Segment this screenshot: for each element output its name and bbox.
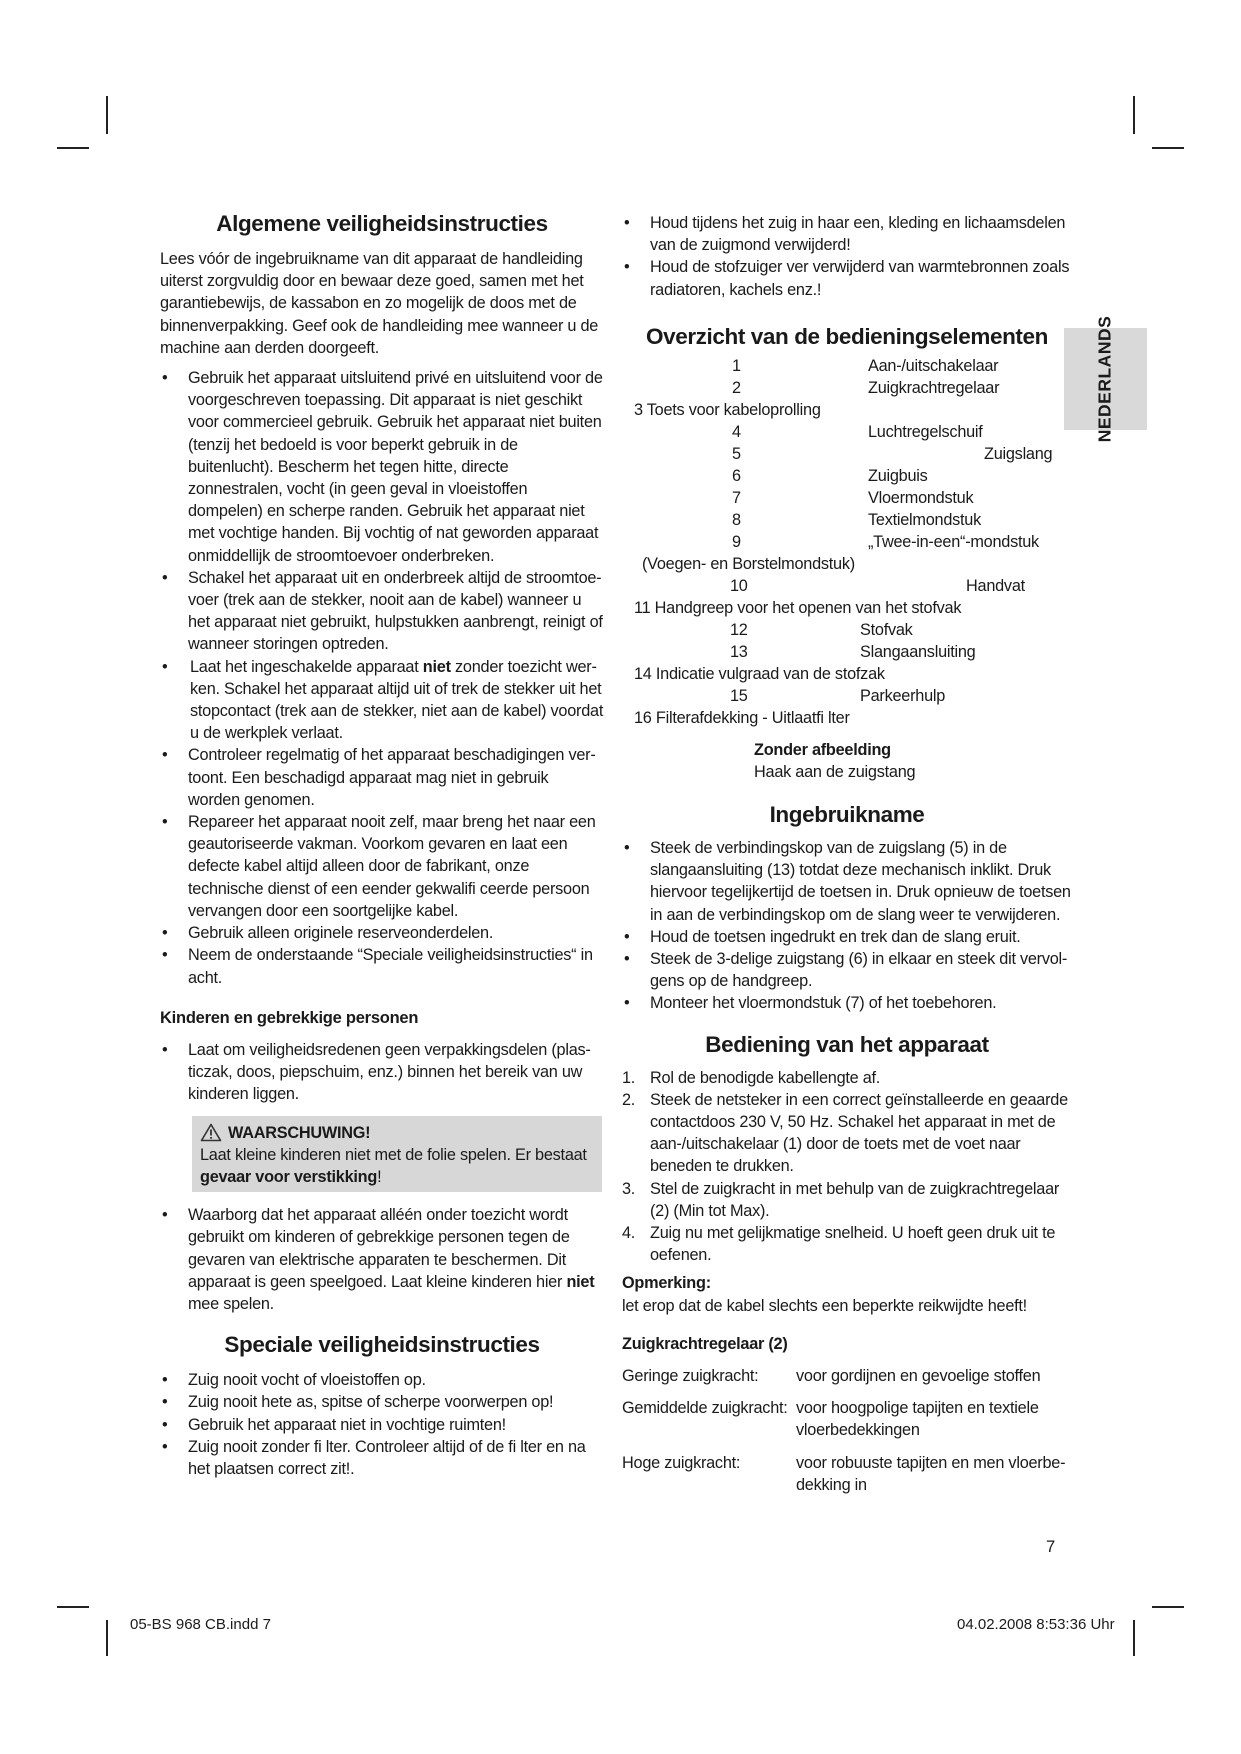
controls-overview (622, 355, 1072, 761)
overview-number: 9 (732, 532, 741, 551)
startup-title: Ingebruikname (769, 802, 925, 828)
list-item: • Controleer regelmatig of het apparaat beschadigingen ver-toont. Een beschadigd apparaat mag niet in gebruik worden genomen. (160, 744, 604, 811)
crop-mark (106, 96, 108, 134)
list-item: • Zuig nooit vocht of vloeistoffen op. (160, 1369, 604, 1391)
crop-mark (1133, 1620, 1135, 1656)
crop-mark (1152, 1606, 1184, 1608)
table-row: Geringe zuigkracht: voor gordijnen en gevoelige stoffen (622, 1367, 1041, 1386)
overview-row: 3 Toets voor kabeloprolling (634, 400, 821, 419)
right-column (622, 212, 1072, 1496)
crop-mark (1133, 96, 1135, 134)
footer-file: 05-BS 968 CB.indd 7 (130, 1616, 271, 1633)
overview-label: Textielmondstuk (868, 510, 981, 529)
step-item: 3. Stel de zuigkracht in met behulp van de zuigkrachtregelaar (2) (Min tot Max). (622, 1179, 1060, 1220)
general-safety-list (160, 367, 604, 989)
overview-number: 7 (732, 488, 741, 507)
operation-steps (622, 1067, 1072, 1267)
list-item: • Zuig nooit hete as, spitse of scherpe voorwerpen op! (160, 1391, 604, 1413)
list-item: • Waarborg dat het apparaat alléén onder toezicht wordt gebruikt om kinderen of gebrekkige personen tegen de gevaren van elektrische apparaten te beschermen. Dit apparaat is geen speelgoed. Laat kleine kinderen hier niet mee spelen. (160, 1204, 604, 1315)
overview-label: Parkeerhulp (860, 686, 946, 705)
operation-title: Bediening van het apparaat (705, 1031, 989, 1057)
overview-label: Handvat (966, 576, 1025, 595)
children-list-2 (160, 1204, 604, 1315)
step-item: 1. Rol de benodigde kabellengte af. (622, 1068, 881, 1087)
overview-number: 10 (730, 576, 748, 595)
overview-number: 4 (732, 422, 741, 441)
special-safety-list (160, 1369, 604, 1480)
children-section-title: Kinderen en gebrekkige personen (160, 1008, 419, 1027)
overview-number: 2 (732, 378, 741, 397)
overview-label: Zuigslang (984, 444, 1053, 463)
warning-box (192, 1116, 602, 1193)
overview-number: 8 (732, 510, 741, 529)
crop-mark (57, 147, 89, 149)
language-label: NEDERLANDS (1094, 315, 1115, 443)
overview-label: Zuigkrachtregelaar (868, 378, 1000, 397)
top-safety-list (622, 212, 1072, 301)
list-item: • Zuig nooit zonder fi lter. Controleer altijd of de fi lter en na het plaatsen correct zit!. (160, 1436, 604, 1480)
overview-label: „Twee-in-een“-mondstuk (868, 532, 1039, 551)
suction-table (622, 1365, 1072, 1496)
note-text: let erop dat de kabel slechts een beperkte reikwijdte heeft! (622, 1296, 1027, 1315)
overview-number: 13 (730, 642, 748, 661)
overview-title: Overzicht van de bedieningselementen (646, 323, 1048, 349)
list-item: • Neem de onderstaande “Speciale veiligheidsinstructies“ in acht. (160, 944, 604, 988)
startup-list (622, 837, 1072, 1015)
overview-number: 6 (732, 466, 741, 485)
list-item: • Gebruik alleen originele reserveonderdelen. (160, 922, 604, 944)
list-item: • Houd de stofzuiger ver verwijderd van warmtebronnen zoals radiatoren, kachels enz.! (622, 256, 1072, 300)
list-item: • Laat het ingeschakelde apparaat niet zonder toezicht wer-ken. Schakel het apparaat altijd uit of trek de stekker uit het stopcontact (trek aan de stekker, niet aan de kabel) voordat u de werkplek verlaat. (160, 656, 604, 745)
language-tab (1064, 315, 1147, 443)
overview-number: 15 (730, 686, 748, 705)
step-item: 4. Zuig nu met gelijkmatige snelheid. U hoeft geen druk uit te oefenen. (622, 1224, 1056, 1265)
warning-title: WAARSCHUWING! (228, 1123, 371, 1142)
regulator-title: Zuigkrachtregelaar (2) (622, 1334, 788, 1353)
no-image-text: Haak aan de zuigstang (754, 762, 916, 781)
list-item: • Steek de 3-delige zuigstang (6) in elkaar en steek dit vervol-gens op de handgreep. (622, 948, 1072, 992)
warning-text: Laat kleine kinderen niet met de folie spelen. Er bestaat gevaar voor verstikking! (200, 1145, 587, 1186)
warning-heading (200, 1122, 594, 1144)
list-item: • Houd tijdens het zuig in haar een, kleding en lichaamsdelen van de zuigmond verwijderd! (622, 212, 1072, 256)
list-item: • Gebruik het apparaat niet in vochtige ruimten! (160, 1414, 604, 1436)
list-item: • Steek de verbindingskop van de zuigslang (5) in de slangaansluiting (13) totdat deze mechanisch inklikt. Druk hiervoor tegelijkertijd de toetsen in. Druk opnieuw de toetsen in aan de verbindingskop om de slang weer te verwijderen. (622, 837, 1072, 926)
footer-timestamp: 04.02.2008 8:53:36 Uhr (957, 1616, 1115, 1633)
page-number: 7 (1046, 1538, 1056, 1556)
children-list (160, 1039, 604, 1106)
list-item: • Monteer het vloermondstuk (7) of het toebehoren. (622, 992, 1072, 1014)
crop-mark (106, 1620, 108, 1656)
list-item: • Gebruik het apparaat uitsluitend privé en uitsluitend voor de voorgeschreven toepassing. Dit apparaat is niet geschikt voor commercieel gebruik. Gebruik het apparaat niet buiten (tenzij het bedoeld is voor beperkt gebruik in de buitenlucht). Bescherm het tegen hitte, directe zonnestralen, vocht (in geen geval in vloeistoffen dompelen) en scherpe randen. Gebruik het apparaat niet met vochtige handen. Bij vochtig of nat geworden apparaat onmiddellijk de stroomtoevoer onderbreken. (160, 367, 604, 567)
overview-label: Aan-/uitschakelaar (868, 356, 999, 375)
overview-number: 1 (732, 356, 741, 375)
left-column (160, 210, 604, 1480)
overview-row: 16 Filterafdekking - Uitlaatfi lter (634, 708, 850, 727)
list-item: • Houd de toetsen ingedrukt en trek dan de slang eruit. (622, 926, 1072, 948)
table-row: Gemiddelde zuigkracht: voor hoogpolige tapijten en textiele vloerbedekkingen (622, 1399, 1039, 1440)
crop-mark (57, 1606, 89, 1608)
overview-label: Vloermondstuk (868, 488, 974, 507)
note-title: Opmerking: (622, 1274, 711, 1293)
overview-label: Luchtregelschuif (868, 422, 983, 441)
overview-row: 11 Handgreep voor het openen van het stofvak (634, 598, 962, 617)
special-safety-title: Speciale veiligheidsinstructies (224, 1332, 540, 1358)
general-safety-title: Algemene veiligheidsinstructies (216, 211, 548, 236)
list-item: • Repareer het apparaat nooit zelf, maar breng het naar een geautoriseerde vakman. Voorkom gevaren en laat een defecte kabel altijd alleen door de fabrikant, onze technische dienst of een eender gekwalifi ceerde persoon vervangen door een soortgelijke kabel. (160, 811, 604, 922)
warning-triangle-icon (200, 1123, 222, 1142)
overview-number: 12 (730, 620, 748, 639)
overview-label: Slangaansluiting (860, 642, 976, 661)
list-item: • Laat om veiligheidsredenen geen verpakkingsdelen (plas-ticzak, doos, piepschuim, enz.) binnen het bereik van uw kinderen liggen. (160, 1039, 604, 1106)
overview-label: Zuigbuis (868, 466, 928, 485)
overview-number: 5 (732, 444, 741, 463)
no-image-title: Zonder afbeelding (754, 740, 891, 759)
overview-row: (Voegen- en Borstelmondstuk) (642, 554, 855, 573)
overview-label: Stofvak (860, 620, 913, 639)
table-row: Hoge zuigkracht: voor robuuste tapijten en men vloerbe-dekking in (622, 1453, 1066, 1494)
general-safety-intro: Lees vóór de ingebruikname van dit apparaat de handleiding uiterst zorgvuldig door en bewaar deze goed, samen met het garantiebewijs, de kassabon en zo mogelijk de doos met de binnenverpakking. Geef ook de handleiding mee wanneer u de machine aan derden doorgeeft. (160, 250, 599, 357)
list-item: • Schakel het apparaat uit en onderbreek altijd de stroomtoe-voer (trek aan de stekker, nooit aan de kabel) wanneer u het apparaat niet gebruikt, hulpstukken aanbrengt, reinigt of wanneer storingen optreden. (160, 567, 604, 656)
crop-mark (1152, 147, 1184, 149)
overview-row: 14 Indicatie vulgraad van de stofzak (634, 664, 885, 683)
step-item: 2. Steek de netsteker in een correct geïnstalleerde en geaarde contactdoos 230 V, 50 Hz. Schakel het apparaat in met de aan-/uitschakelaar (1) door de toets met de voet naar beneden te drukken. (622, 1090, 1068, 1176)
